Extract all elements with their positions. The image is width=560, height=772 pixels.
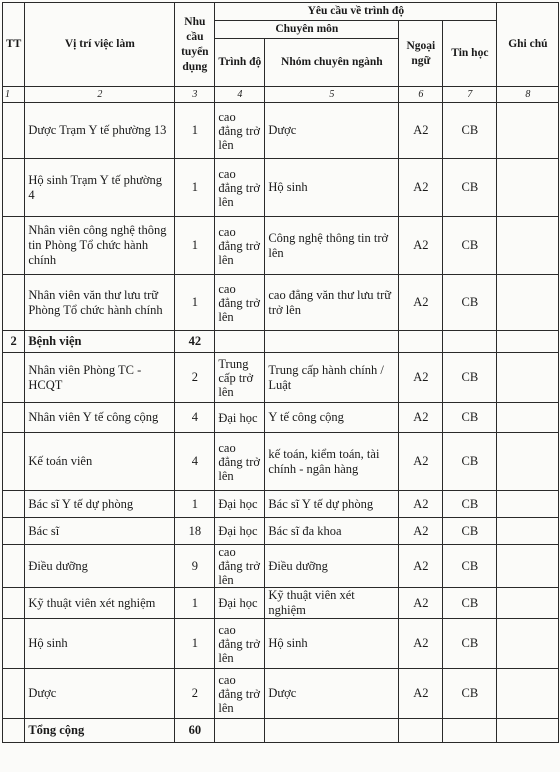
column-number: 3 xyxy=(175,87,215,103)
cell-demand: 2 xyxy=(175,669,215,719)
cell-language: A2 xyxy=(399,103,443,159)
header-demand: Nhu cầu tuyển dụng xyxy=(175,3,215,87)
cell-field: Dược xyxy=(265,669,399,719)
cell-demand: 9 xyxy=(175,545,215,588)
cell-field xyxy=(265,331,399,353)
cell-position: Hộ sinh xyxy=(25,619,175,669)
cell-it: CB xyxy=(443,217,497,275)
cell-field: Kỹ thuật viên xét nghiệm xyxy=(265,588,399,619)
cell-field: Điều dưỡng xyxy=(265,545,399,588)
column-number: 5 xyxy=(265,87,399,103)
cell-note xyxy=(497,331,559,353)
cell-field: Hộ sinh xyxy=(265,619,399,669)
cell-demand: 1 xyxy=(175,159,215,217)
table-row xyxy=(3,491,559,518)
cell-position: Nhân viên văn thư lưu trữ Phòng Tổ chức hành chính xyxy=(25,275,175,331)
cell-it: CB xyxy=(443,588,497,619)
cell-note xyxy=(497,518,559,545)
cell-it: CB xyxy=(443,518,497,545)
cell-note xyxy=(497,619,559,669)
cell-it: CB xyxy=(443,353,497,403)
cell-tt xyxy=(3,669,25,719)
total-value: 60 xyxy=(175,719,215,743)
cell-demand: 4 xyxy=(175,433,215,491)
header-note: Ghi chú xyxy=(497,3,559,87)
recruitment-table xyxy=(2,2,559,743)
table-row xyxy=(3,518,559,545)
cell-it: CB xyxy=(443,491,497,518)
cell-tt xyxy=(3,217,25,275)
cell-tt xyxy=(3,159,25,217)
cell-field: Công nghệ thông tin trở lên xyxy=(265,217,399,275)
cell-it: CB xyxy=(443,403,497,433)
cell-it xyxy=(443,331,497,353)
table-row xyxy=(3,217,559,275)
cell-it: CB xyxy=(443,103,497,159)
cell-tt xyxy=(3,619,25,669)
table-row xyxy=(3,159,559,217)
cell-field: Y tế công cộng xyxy=(265,403,399,433)
cell-level: Đại học xyxy=(215,588,265,619)
cell-field: kế toán, kiểm toán, tài chính - ngân hàng xyxy=(265,433,399,491)
cell-demand: 1 xyxy=(175,217,215,275)
cell-level: Đại học xyxy=(215,518,265,545)
cell-note xyxy=(497,433,559,491)
column-number: 1 xyxy=(3,87,25,103)
cell-note xyxy=(497,669,559,719)
cell-field: Bác sĩ đa khoa xyxy=(265,518,399,545)
cell-tt xyxy=(3,433,25,491)
cell-demand: 18 xyxy=(175,518,215,545)
cell-demand: 42 xyxy=(175,331,215,353)
cell-tt: 2 xyxy=(3,331,25,353)
cell-position: Nhân viên Y tế công cộng xyxy=(25,403,175,433)
cell-demand: 2 xyxy=(175,353,215,403)
header-it: Tin học xyxy=(443,21,497,87)
cell-it: CB xyxy=(443,619,497,669)
cell-note xyxy=(497,103,559,159)
cell-language: A2 xyxy=(399,491,443,518)
cell-language: A2 xyxy=(399,518,443,545)
cell-note xyxy=(497,159,559,217)
total-label: Tổng cộng xyxy=(25,719,175,743)
cell-field: Hộ sinh xyxy=(265,159,399,217)
cell-position: Nhân viên Phòng TC - HCQT xyxy=(25,353,175,403)
cell-demand: 1 xyxy=(175,491,215,518)
cell-note xyxy=(497,217,559,275)
cell-level: cao đẳng trở lên xyxy=(215,103,265,159)
cell-language: A2 xyxy=(399,159,443,217)
cell-level: cao đẳng trở lên xyxy=(215,217,265,275)
cell-position: Bác sĩ xyxy=(25,518,175,545)
table-row xyxy=(3,403,559,433)
cell-language: A2 xyxy=(399,619,443,669)
column-number: 7 xyxy=(443,87,497,103)
header-tt: TT xyxy=(3,3,25,87)
column-number: 4 xyxy=(215,87,265,103)
cell-it: CB xyxy=(443,275,497,331)
column-number: 8 xyxy=(497,87,559,103)
cell-level: Đại học xyxy=(215,491,265,518)
cell-note xyxy=(497,353,559,403)
table-row xyxy=(3,353,559,403)
cell-tt xyxy=(3,588,25,619)
cell-position: Kỹ thuật viên xét nghiệm xyxy=(25,588,175,619)
cell-it: CB xyxy=(443,433,497,491)
cell-tt xyxy=(3,491,25,518)
table-row xyxy=(3,433,559,491)
table-row xyxy=(3,588,559,619)
cell-it: CB xyxy=(443,669,497,719)
cell-field: Bác sĩ Y tế dự phòng xyxy=(265,491,399,518)
cell-position: Hộ sinh Trạm Y tế phường 4 xyxy=(25,159,175,217)
cell-field: Dược xyxy=(265,103,399,159)
cell-language: A2 xyxy=(399,669,443,719)
cell-tt xyxy=(3,545,25,588)
cell-level: cao đẳng trở lên xyxy=(215,669,265,719)
column-number: 6 xyxy=(399,87,443,103)
cell-demand: 1 xyxy=(175,588,215,619)
cell-field: Trung cấp hành chính / Luật xyxy=(265,353,399,403)
cell-tt xyxy=(3,103,25,159)
cell-position: Bệnh viện xyxy=(25,331,175,353)
cell-language: A2 xyxy=(399,403,443,433)
cell-note xyxy=(497,275,559,331)
cell-field: cao đẳng văn thư lưu trữ trở lên xyxy=(265,275,399,331)
cell-note xyxy=(497,403,559,433)
table-row xyxy=(3,103,559,159)
header-position: Vị trí việc làm xyxy=(25,3,175,87)
column-number: 2 xyxy=(25,87,175,103)
cell-level: Đại học xyxy=(215,403,265,433)
cell-demand: 1 xyxy=(175,275,215,331)
cell-position: Kế toán viên xyxy=(25,433,175,491)
cell-level: cao đẳng trở lên xyxy=(215,159,265,217)
cell-level xyxy=(215,331,265,353)
total-row xyxy=(3,719,559,743)
cell-level: Trung cấp trở lên xyxy=(215,353,265,403)
cell-position: Dược xyxy=(25,669,175,719)
column-number-row xyxy=(3,87,559,103)
cell-demand: 1 xyxy=(175,103,215,159)
cell-tt xyxy=(3,518,25,545)
table-row xyxy=(3,669,559,719)
cell-language: A2 xyxy=(399,588,443,619)
header-specialty: Chuyên môn xyxy=(215,21,399,39)
cell-it: CB xyxy=(443,159,497,217)
cell-note xyxy=(497,491,559,518)
cell-language: A2 xyxy=(399,433,443,491)
cell-level: cao đẳng trở lên xyxy=(215,433,265,491)
cell-language: A2 xyxy=(399,545,443,588)
cell-language xyxy=(399,331,443,353)
header-field: Nhóm chuyên ngành xyxy=(265,39,399,87)
cell-level: cao đẳng trở lên xyxy=(215,545,265,588)
cell-tt xyxy=(3,403,25,433)
cell-level: cao đẳng trở lên xyxy=(215,275,265,331)
table-row xyxy=(3,545,559,588)
cell-note xyxy=(497,545,559,588)
cell-position: Bác sĩ Y tế dự phòng xyxy=(25,491,175,518)
cell-position: Dược Trạm Y tế phường 13 xyxy=(25,103,175,159)
cell-language: A2 xyxy=(399,275,443,331)
cell-it: CB xyxy=(443,545,497,588)
header-language: Ngoại ngữ xyxy=(399,21,443,87)
cell-tt xyxy=(3,353,25,403)
cell-language: A2 xyxy=(399,353,443,403)
header-requirements: Yêu cầu về trình độ xyxy=(215,3,497,21)
table-row xyxy=(3,275,559,331)
cell-tt xyxy=(3,275,25,331)
cell-level: cao đẳng trở lên xyxy=(215,619,265,669)
group-row xyxy=(3,331,559,353)
cell-demand: 1 xyxy=(175,619,215,669)
cell-position: Điều dưỡng xyxy=(25,545,175,588)
cell-language: A2 xyxy=(399,217,443,275)
table-row xyxy=(3,619,559,669)
header-level: Trình độ xyxy=(215,39,265,87)
cell-position: Nhân viên công nghệ thông tin Phòng Tổ chức hành chính xyxy=(25,217,175,275)
cell-demand: 4 xyxy=(175,403,215,433)
cell-note xyxy=(497,588,559,619)
